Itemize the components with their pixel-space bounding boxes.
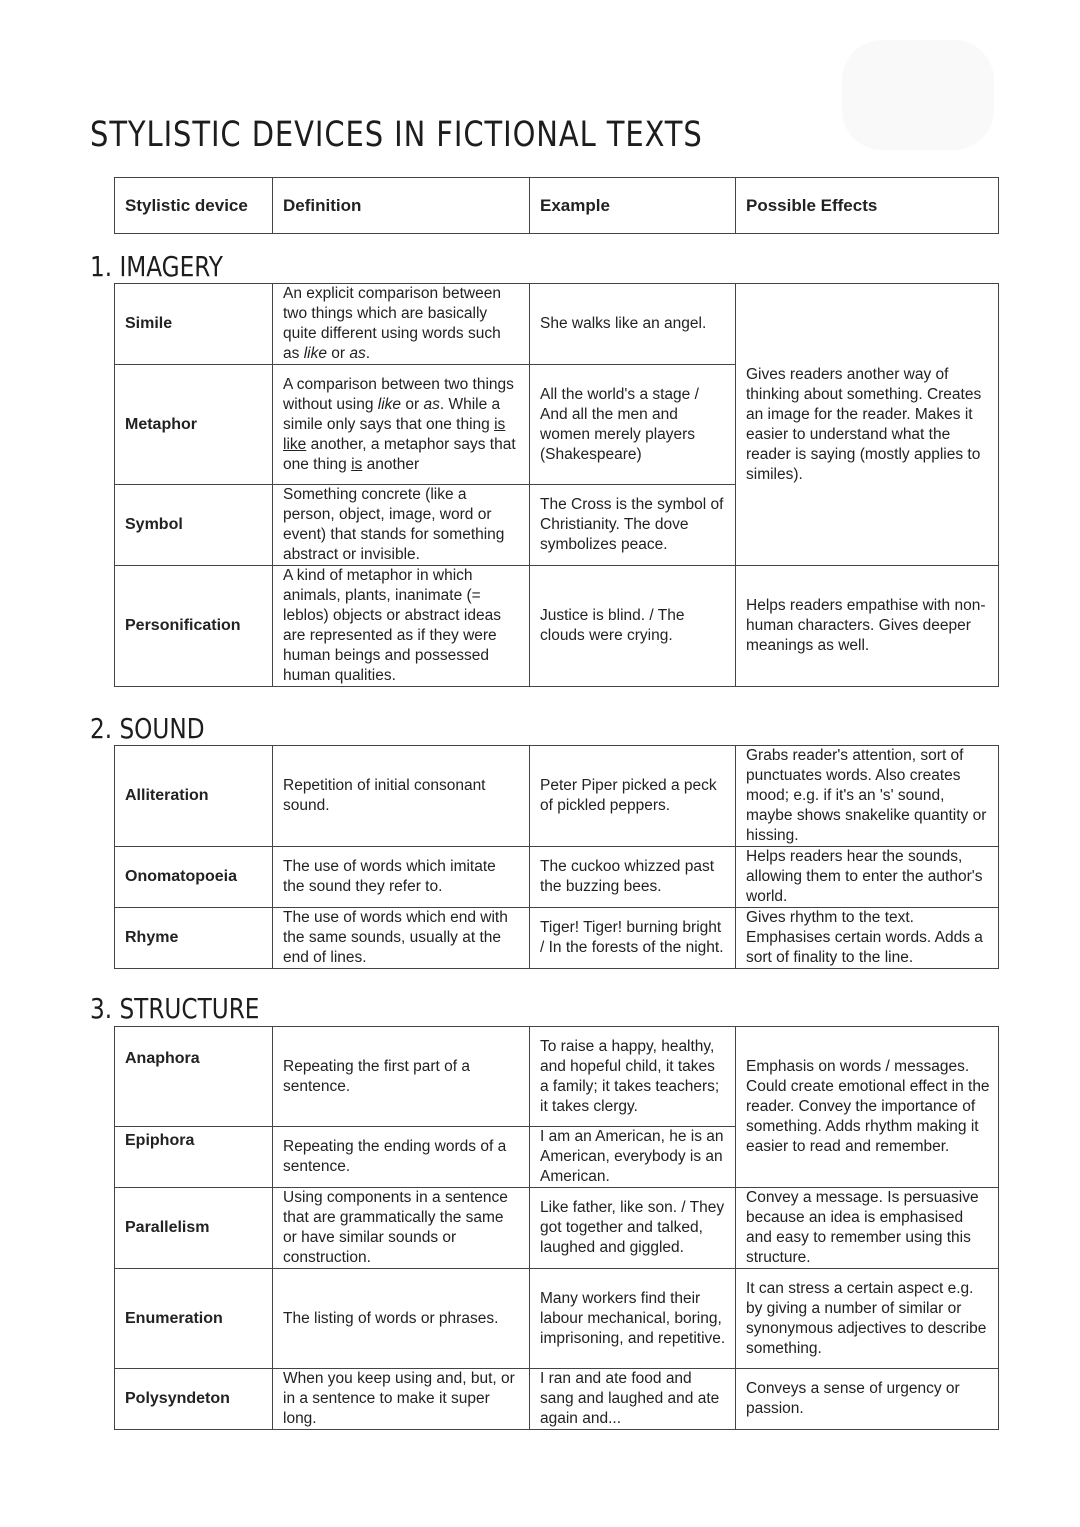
definition-cell: An explicit comparison between two things which are basically quite different using words such as like or as. [273,284,530,365]
device-polysyndeton: Polysyndeton [115,1369,273,1430]
header-effects: Possible Effects [736,178,999,234]
definition-cell: Something concrete (like a person, object, image, word or event) that stands for something abstract or invisible. [273,485,530,566]
example-cell: To raise a happy, healthy, and hopeful child, it takes a family; it takes teachers; it takes clergy. [530,1027,736,1127]
structure-table [114,1026,999,1430]
example-cell: I ran and ate food and sang and laughed and ate again and... [530,1369,736,1430]
definition-cell: Using components in a sentence that are grammatically the same or have similar sounds or construction. [273,1188,530,1269]
device-simile: Simile [115,284,273,365]
sound-table [114,745,999,969]
example-cell: She walks like an angel. [530,284,736,365]
example-cell: Like father, like son. / They got together and talked, laughed and giggled. [530,1188,736,1269]
example-cell: All the world's a stage / And all the men and women merely players (Shakespeare) [530,365,736,485]
example-cell: The cuckoo whizzed past the buzzing bees. [530,847,736,908]
example-cell: I am an American, he is an American, everybody is an American. [530,1127,736,1188]
effects-cell: Grabs reader's attention, sort of punctuates words. Also creates mood; e.g. if it's an 's' sound, maybe shows snakelike quantity or hissing. [736,746,999,847]
device-symbol: Symbol [115,485,273,566]
effects-cell: Conveys a sense of urgency or passion. [736,1369,999,1430]
table-row [115,284,999,365]
example-cell: Tiger! Tiger! burning bright / In the forests of the night. [530,908,736,969]
header-table [114,177,999,234]
definition-cell: Repeating the ending words of a sentence. [273,1127,530,1188]
device-onomatopoeia: Onomatopoeia [115,847,273,908]
table-row [115,847,999,908]
effects-cell: Convey a message. Is persuasive because an idea is emphasised and easy to remember using this structure. [736,1188,999,1269]
example-cell: The Cross is the symbol of Christianity. The dove symbolizes peace. [530,485,736,566]
device-enumeration: Enumeration [115,1269,273,1369]
device-epiphora: Epiphora [115,1127,273,1188]
example-cell: Justice is blind. / The clouds were crying. [530,566,736,687]
watermark-blob [842,40,994,150]
effects-cell: Gives rhythm to the text. Emphasises certain words. Adds a sort of finality to the line. [736,908,999,969]
device-personification: Personification [115,566,273,687]
device-anaphora: Anaphora [115,1027,273,1127]
effects-cell: Emphasis on words / messages. Could create emotional effect in the reader. Convey the importance of something. Adds rhythm making it easier to read and remember. [736,1027,999,1188]
table-row [115,746,999,847]
effects-cell: It can stress a certain aspect e.g. by giving a number of similar or synonymous adjectives to describe something. [736,1269,999,1369]
table-row [115,1027,999,1127]
definition-cell: A comparison between two things without using like or as. While a simile only says that one thing is like another, a metaphor says that one thing is another [273,365,530,485]
device-parallelism: Parallelism [115,1188,273,1269]
header-definition: Definition [273,178,530,234]
header-row [115,178,999,234]
device-rhyme: Rhyme [115,908,273,969]
definition-cell: A kind of metaphor in which animals, plants, inanimate (= leblos) objects or abstract ideas are represented as if they were human beings and possessed human qualities. [273,566,530,687]
definition-cell: When you keep using and, but, or in a sentence to make it super long. [273,1369,530,1430]
section-heading-structure: 3. STRUCTURE [90,992,260,1025]
definition-cell: The use of words which end with the same sounds, usually at the end of lines. [273,908,530,969]
section-heading-imagery: 1. IMAGERY [90,250,223,283]
table-row [115,1188,999,1269]
table-row [115,1269,999,1369]
page-title: STYLISTIC DEVICES IN FICTIONAL TEXTS [90,115,703,155]
definition-cell: Repeating the first part of a sentence. [273,1027,530,1127]
definition-cell: The listing of words or phrases. [273,1269,530,1369]
device-alliteration: Alliteration [115,746,273,847]
header-device: Stylistic device [115,178,273,234]
device-metaphor: Metaphor [115,365,273,485]
effects-cell: Gives readers another way of thinking about something. Creates an image for the reader. Makes it easier to understand what the reader is saying (mostly applies to similes). [736,284,999,566]
example-cell: Peter Piper picked a peck of pickled peppers. [530,746,736,847]
definition-cell: The use of words which imitate the sound they refer to. [273,847,530,908]
table-row [115,1369,999,1430]
section-heading-sound: 2. SOUND [90,712,205,745]
table-row [115,908,999,969]
imagery-table [114,283,999,687]
effects-cell: Helps readers hear the sounds, allowing them to enter the author's world. [736,847,999,908]
example-cell: Many workers find their labour mechanical, boring, imprisoning, and repetitive. [530,1269,736,1369]
header-example: Example [530,178,736,234]
definition-cell: Repetition of initial consonant sound. [273,746,530,847]
effects-cell: Helps readers empathise with non-human characters. Gives deeper meanings as well. [736,566,999,687]
table-row [115,566,999,687]
